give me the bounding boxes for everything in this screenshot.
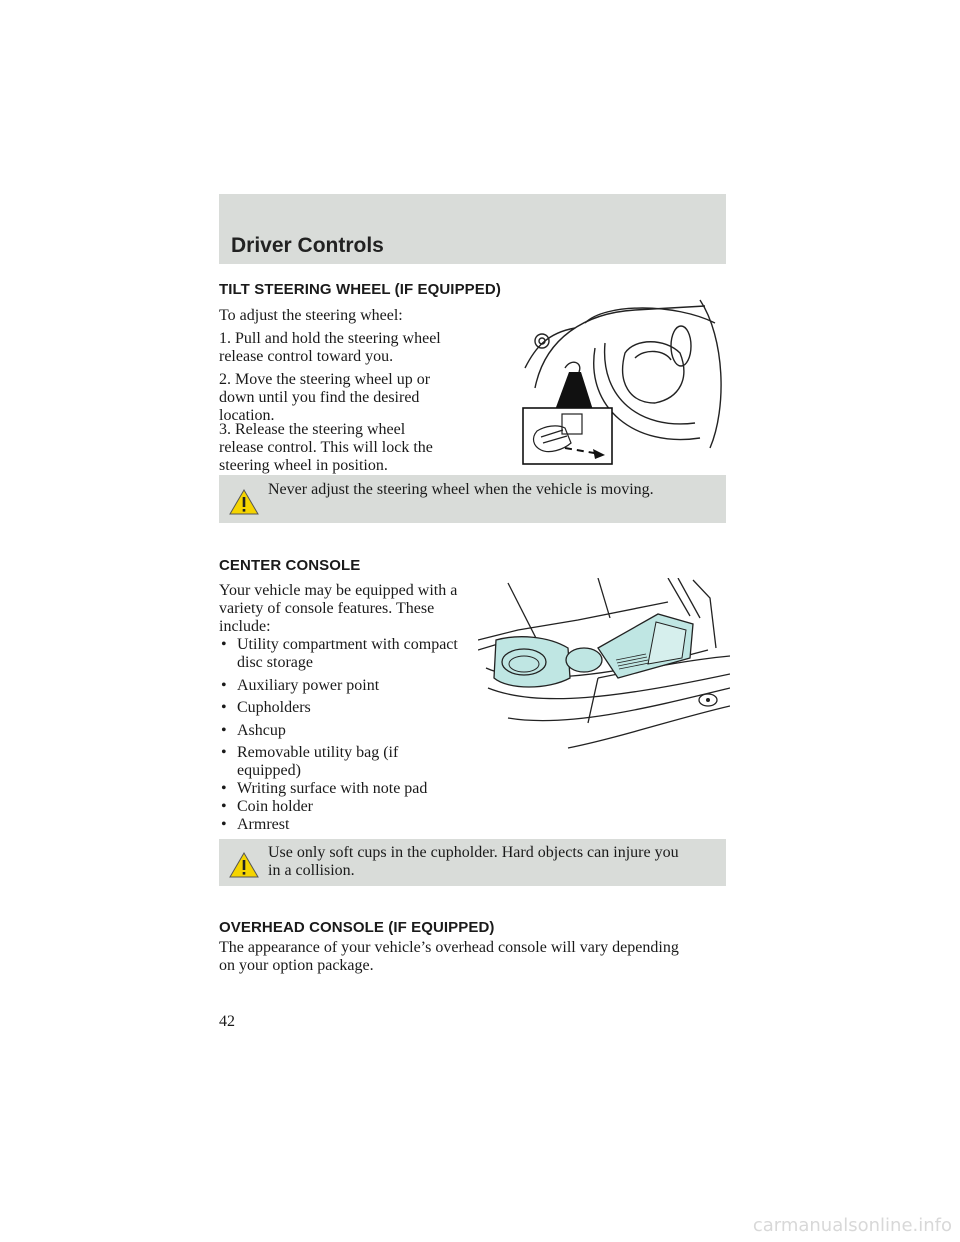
console-item-armrest: • Armrest bbox=[221, 816, 290, 833]
tilt-step-3: 3. Release the steering wheel release control. This will lock the steering wheel in position. bbox=[219, 421, 433, 474]
console-warning-box bbox=[219, 839, 726, 886]
console-item-utility: • Utility compartment with compact disc storage bbox=[221, 636, 458, 671]
console-item-writing-surface: • Writing surface with note pad bbox=[221, 780, 428, 797]
tilt-warning-text: Never adjust the steering wheel when the vehicle is moving. bbox=[268, 481, 654, 498]
console-heading: CENTER CONSOLE bbox=[219, 557, 361, 574]
overhead-text: The appearance of your vehicle’s overhead console will vary depending on your option package. bbox=[219, 939, 679, 974]
warning-icon bbox=[229, 489, 259, 515]
console-item-power-point: • Auxiliary power point bbox=[221, 677, 380, 694]
tilt-step-1: 1. Pull and hold the steering wheel release control toward you. bbox=[219, 330, 441, 365]
steering-wheel-illustration bbox=[505, 298, 727, 466]
console-item-ashcup: • Ashcup bbox=[221, 722, 286, 739]
overhead-heading: OVERHEAD CONSOLE (IF EQUIPPED) bbox=[219, 919, 495, 936]
warning-icon bbox=[229, 852, 259, 878]
console-item-coin-holder: • Coin holder bbox=[221, 798, 313, 815]
console-item-utility-bag: • Removable utility bag (if equipped) bbox=[221, 744, 399, 779]
tilt-intro: To adjust the steering wheel: bbox=[219, 307, 403, 324]
tilt-warning-box bbox=[219, 475, 726, 523]
console-intro: Your vehicle may be equipped with a variety of console features. These include: bbox=[219, 582, 458, 635]
watermark: carmanualsonline.info bbox=[752, 1215, 952, 1236]
tilt-step-2: 2. Move the steering wheel up or down until you find the desired location. bbox=[219, 371, 431, 424]
tilt-heading: TILT STEERING WHEEL (IF EQUIPPED) bbox=[219, 281, 501, 298]
section-title: Driver Controls bbox=[231, 234, 384, 257]
page-number: 42 bbox=[219, 1013, 235, 1030]
console-item-cupholders: • Cupholders bbox=[221, 699, 311, 716]
center-console-illustration bbox=[478, 578, 730, 750]
section-header bbox=[219, 194, 726, 264]
console-warning-text: Use only soft cups in the cupholder. Hard objects can injure you in a collision. bbox=[268, 844, 679, 879]
